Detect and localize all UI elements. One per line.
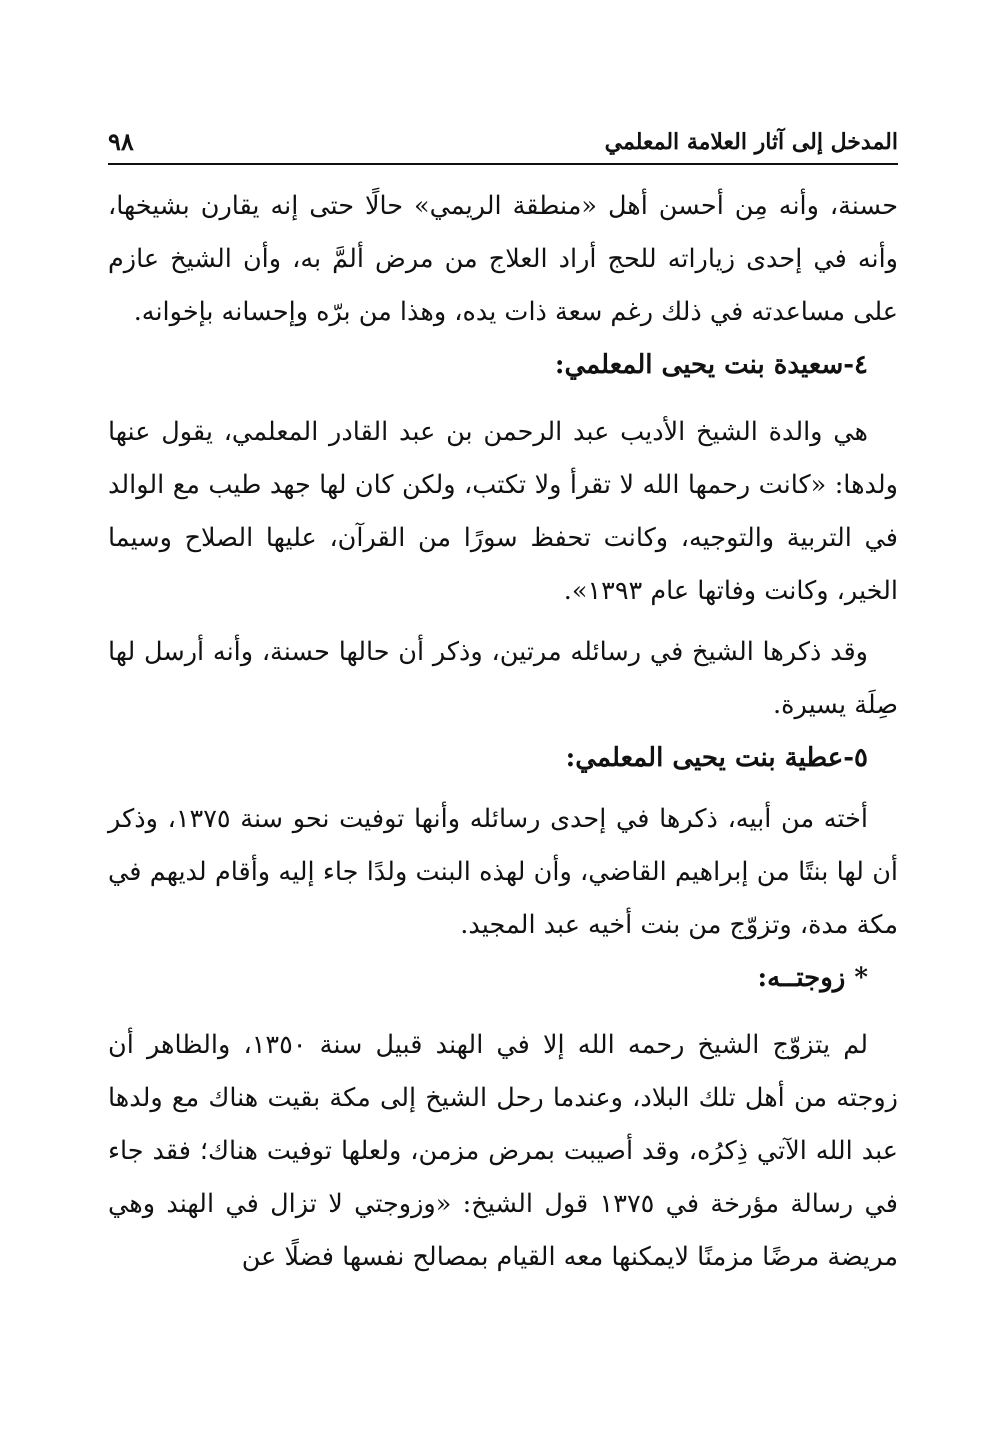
section-heading-atiya: ٥-عطية بنت يحيى المعلمي: bbox=[565, 743, 868, 773]
body-text bbox=[108, 180, 898, 1284]
section-heading-wife: * زوجتــه: bbox=[757, 963, 868, 993]
running-title: المدخل إلى آثار العلامة المعلمي bbox=[604, 129, 898, 155]
paragraph-saida: هي والدة الشيخ الأديب عبد الرحمن بن عبد القادر المعلمي، يقول عنها ولدها: «كانت رحمها الله لا تقرأ ولا تكتب، ولكن كان لها جهد طيب مع الوالد في التربية والتوجيه، وكانت تحفظ سورًا من القرآن، عليها الصلاح وسيما الخير، وكانت وفاتها عام ١٣٩٣». bbox=[108, 417, 898, 606]
paragraph-wife: لم يتزوّج الشيخ رحمه الله إلا في الهند قبيل سنة ١٣٥٠، والظاهر أن زوجته من أهل تلك البلاد، وعندما رحل الشيخ إلى مكة بقيت هناك مع ولدها عبد الله الآتي ذِكرُه، وقد أصيبت بمرض مزمن، ولعلها توفيت هناك؛ فقد جاء في رسالة مؤرخة في ١٣٧٥ قول الشيخ: «وزوجتي لا تزال في الهند وهي مريضة مرضًا مزمنًا لايمكنها معه القيام بمصالح نفسها فضلًا عن bbox=[108, 1030, 898, 1272]
header-rule bbox=[108, 163, 898, 165]
paragraph-saida-letters: وقد ذكرها الشيخ في رسائله مرتين، وذكر أن حالها حسنة، وأنه أرسل لها صِلَة يسيرة. bbox=[108, 637, 898, 720]
paragraph-atiya: أخته من أبيه، ذكرها في إحدى رسائله وأنها توفيت نحو سنة ١٣٧٥، وذكر أن لها بنتًا من إبراهيم القاضي، وأن لهذه البنت ولدًا جاء إليه وأقام لديهم في مكة مدة، وتزوّج من بنت أخيه عبد المجيد. bbox=[108, 804, 898, 940]
page-number: ٩٨ bbox=[108, 127, 134, 156]
paragraph-continuation: حسنة، وأنه مِن أحسن أهل «منطقة الريمي» حالًا حتى إنه يقارن بشيخها، وأنه في إحدى زياراته للحج أراد العلاج من مرض ألمَّ به، وأن الشيخ عازم على مساعدته في ذلك رغم سعة ذات يده، وهذا من برّه وإحسانه بإخوانه. bbox=[108, 191, 899, 327]
page-header bbox=[108, 125, 898, 165]
section-heading-saida: ٤-سعيدة بنت يحيى المعلمي: bbox=[554, 350, 868, 380]
